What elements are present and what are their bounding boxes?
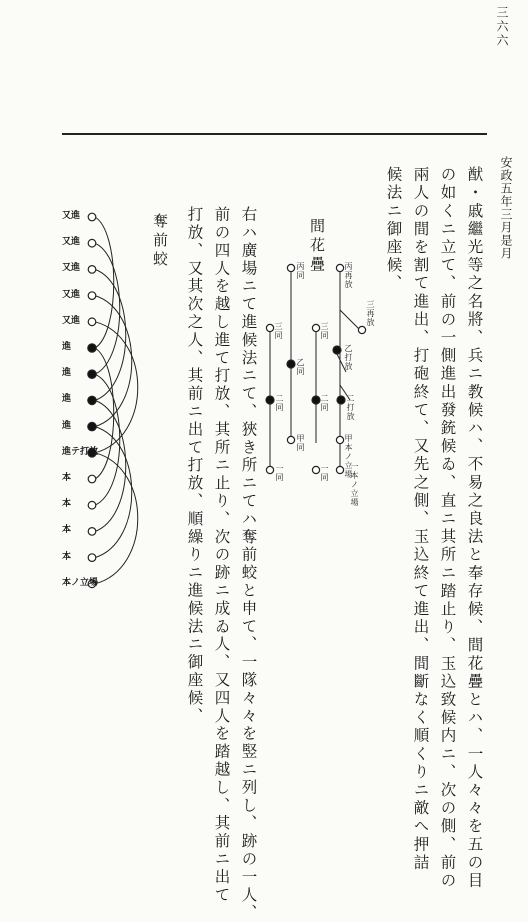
row-label: 本	[62, 499, 72, 510]
label-hei-saihou: 丙再放	[344, 262, 353, 289]
advance-arc	[95, 400, 126, 531]
label-otsu-dahou: 乙打放	[344, 344, 353, 371]
label-otsu-dou: 乙同	[296, 358, 305, 376]
row-label: 進	[62, 342, 72, 352]
row-label: 本	[62, 473, 72, 483]
advance-arc	[95, 374, 120, 505]
running-title: 安政五年三月是月	[499, 156, 513, 260]
row-label: 又進	[62, 263, 81, 274]
advance-arc	[95, 348, 114, 479]
soldier-open	[88, 239, 96, 247]
advance-arc	[95, 217, 114, 348]
row-label: 進	[62, 394, 72, 405]
soldier-filled	[88, 344, 96, 352]
label-ni-dahou: 二打放	[346, 394, 355, 421]
row-label: 進テ打放	[62, 446, 99, 457]
row-label: 本ノ立場	[62, 577, 99, 588]
soldier-filled	[88, 396, 96, 404]
advance-arc	[95, 427, 132, 558]
label-ichi-dou-a: 一同	[275, 464, 284, 482]
body-line-3: 兩人の間を割て進出、打砲終て、又先之側、玉込終て進出、間斷なく順くりニ敵へ押詰	[411, 166, 430, 872]
row-label: 又進	[62, 211, 81, 221]
row-label: 本	[62, 525, 72, 536]
label-san-saihou: 三再放	[366, 300, 375, 327]
soldier-open	[88, 292, 96, 300]
advance-arc	[95, 243, 120, 374]
section-title-kanka: 間花疊	[308, 218, 326, 275]
para2-line-1: 右ハ廣場ニて進候法ニて、狹き所ニてハ奪前蛟と申て、一隊々々を竪ニ列し、跡の一人、	[239, 206, 258, 922]
soldier-filled	[88, 370, 96, 378]
label-kou-dou: 甲同	[296, 434, 305, 452]
soldier-open	[88, 318, 96, 326]
body-line-4: 候法ニ御座候、	[384, 166, 403, 293]
label-ichi-dou-b: 一同	[320, 464, 329, 482]
section-title-dakuzenkou: 奪前蛟	[151, 213, 169, 270]
soldier-open	[88, 528, 96, 536]
soldier-open	[88, 554, 96, 562]
soldier-open	[88, 501, 96, 509]
label-kou-hon: 甲本ノ立場	[344, 434, 353, 479]
para2-line-2: 前の四人を越し進て打放、其所ニ止り、次の跡ニ成ゐ人、又四人を踏越し、其前ニ出て	[212, 206, 231, 905]
soldier-open	[88, 213, 96, 221]
label-san-dou-b: 三同	[320, 322, 329, 340]
label-ni-dou-a: 二同	[275, 394, 284, 412]
soldier-open	[88, 266, 96, 274]
soldier-open	[88, 475, 96, 483]
label-san-dou-a: 三同	[274, 322, 283, 340]
body-line-1: 猷・戚繼光等之名將、兵ニ教候ハ、不易之良法と奉存候、間花疊とハ、一人々々を五の目	[465, 166, 484, 890]
label-ichi-hon: 一本ノ立場	[350, 462, 359, 507]
advance-arc	[95, 269, 126, 400]
row-label: 進	[62, 420, 72, 431]
row-label: 又進	[62, 237, 81, 248]
label-ni-dou-b: 二同	[320, 394, 329, 412]
row-label: 又進	[62, 289, 81, 300]
row-label: 本	[62, 551, 72, 562]
row-label: 又進	[62, 315, 81, 326]
label-hei-dou: 丙同	[296, 262, 305, 280]
body-line-2: の如くニ立て、前の一側進出發銃候ゐ、直ニ其所ニ踏止り、玉込致候内ニ、次の側、前の	[438, 166, 457, 890]
row-label: 進	[62, 368, 72, 379]
page-number: 三六六	[495, 6, 509, 48]
para2-line-3: 打放、又其次之人、其前ニ出て打放、順繰りニ進候法ニ御座候、	[185, 206, 204, 726]
soldier-filled	[88, 422, 96, 430]
